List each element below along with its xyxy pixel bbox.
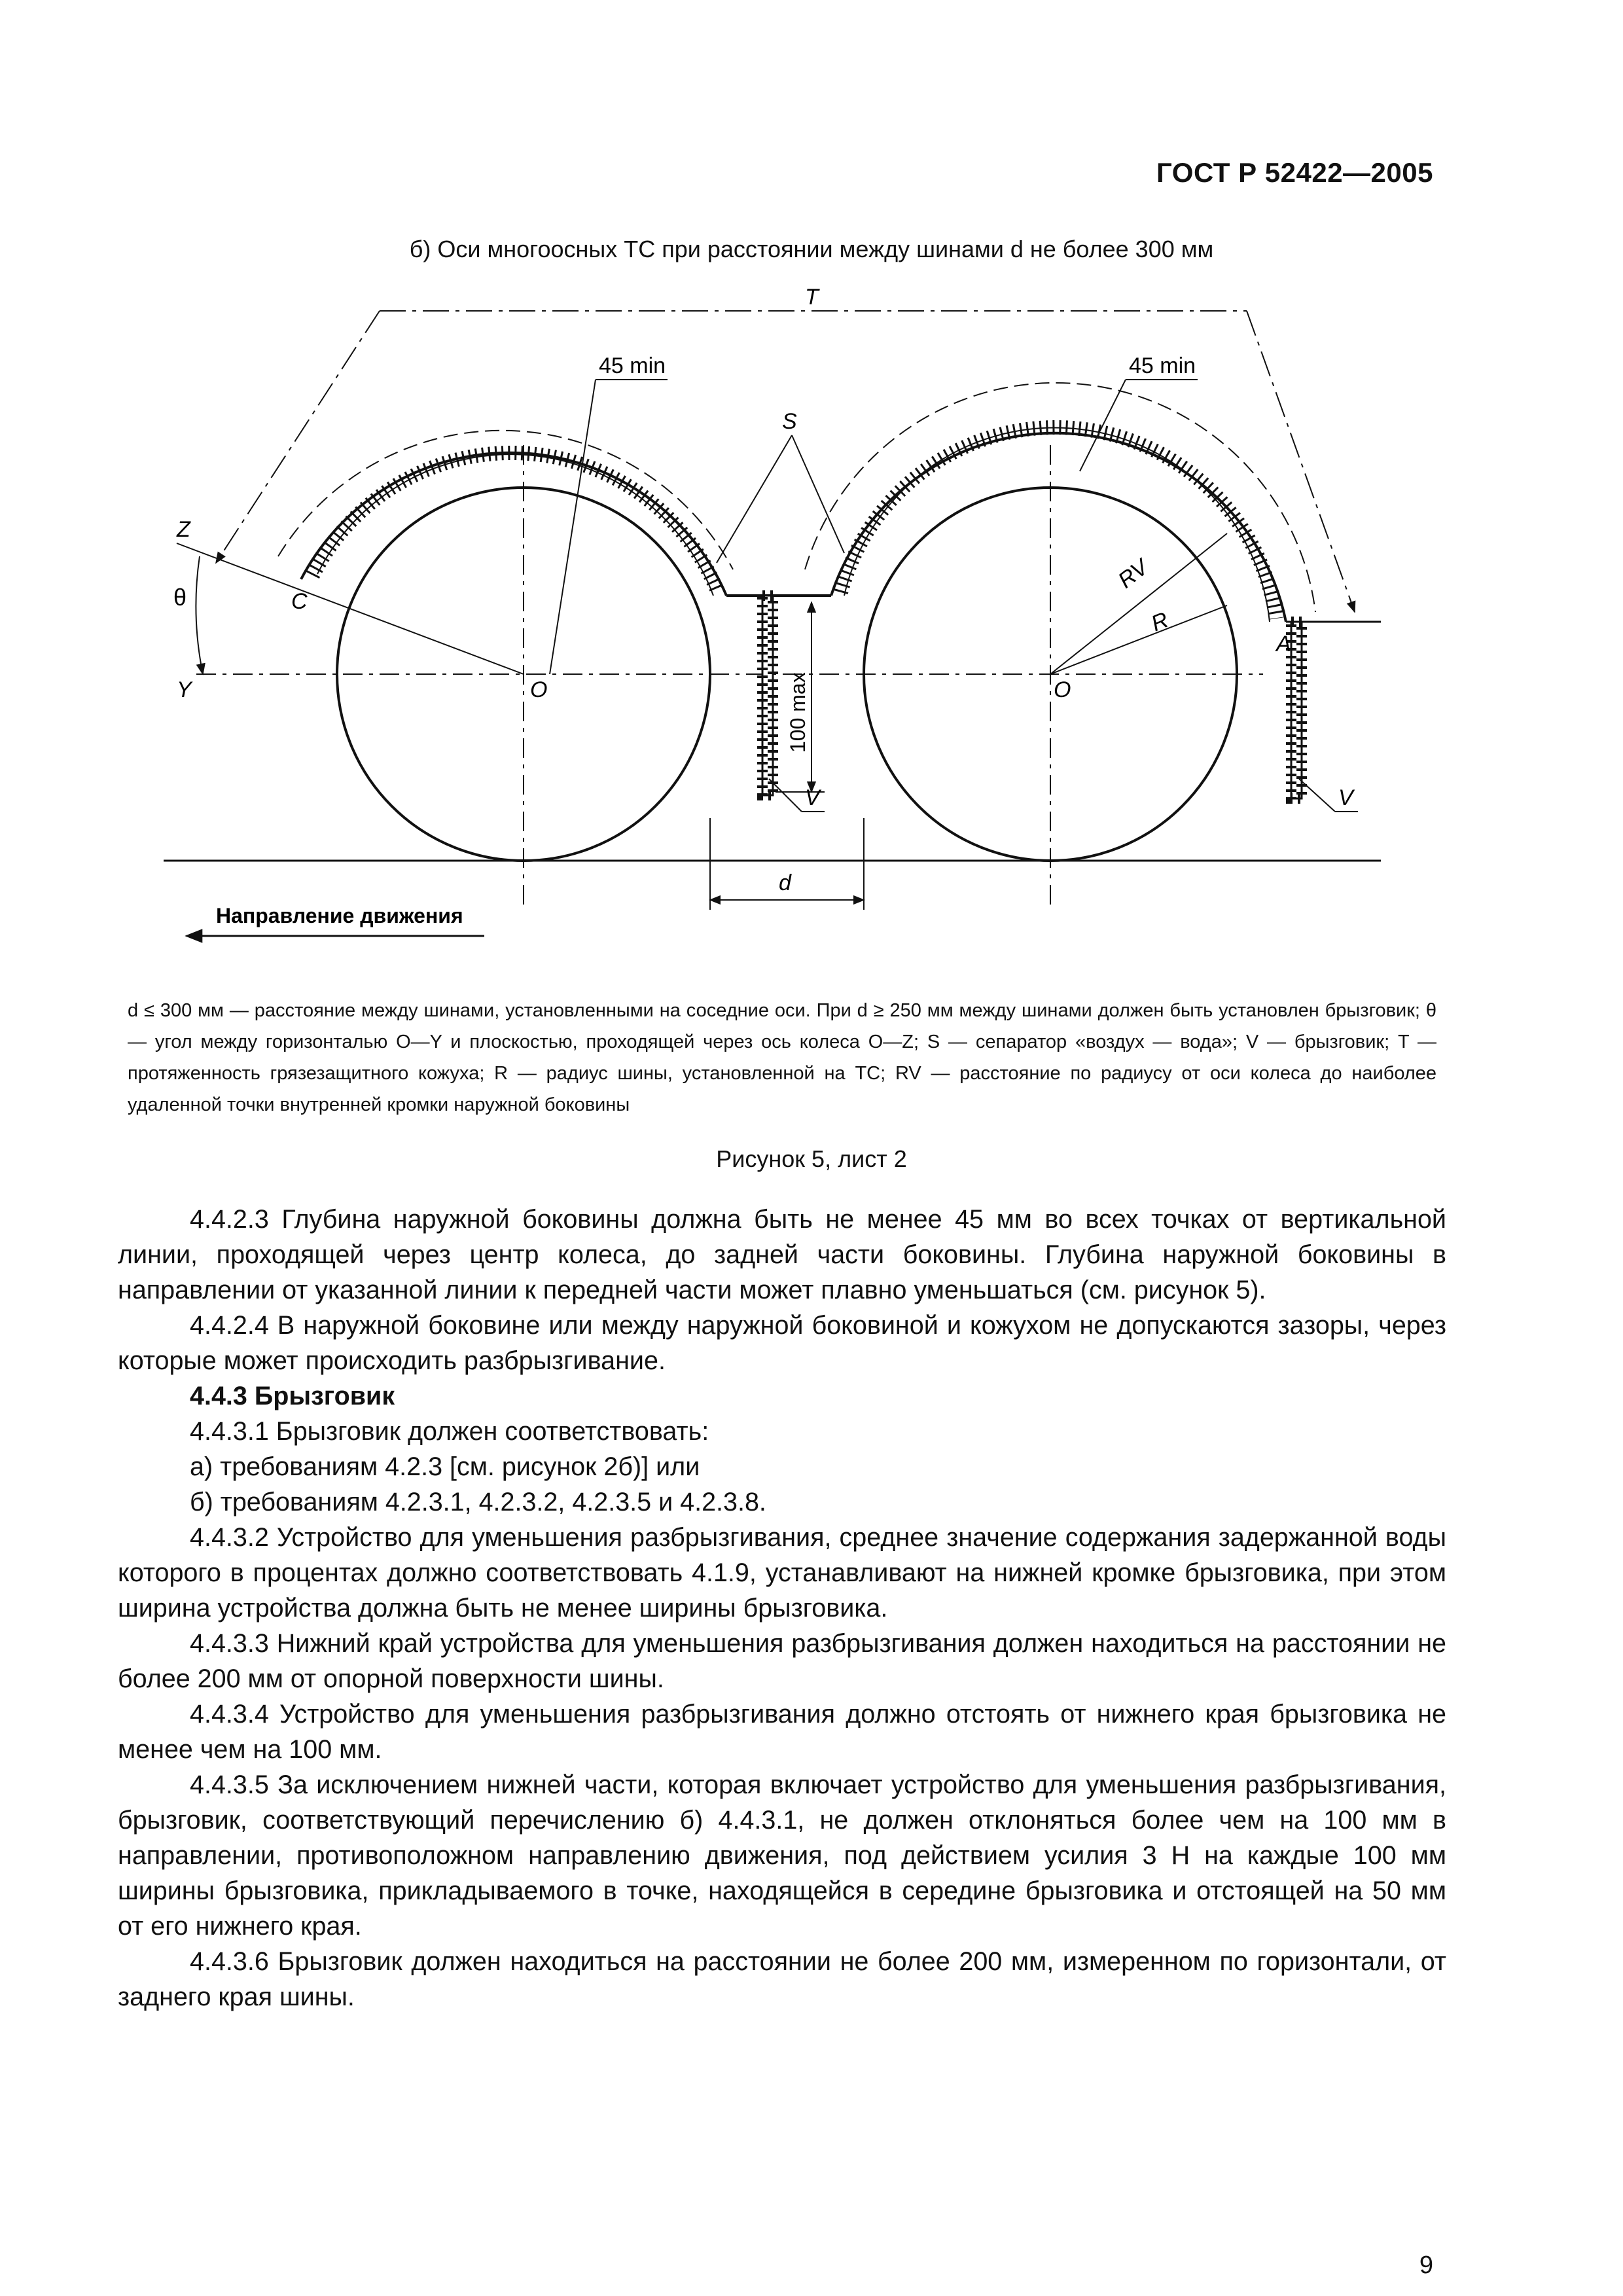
paragraph: 4.4.3.6 Брызговик должен находиться на расстоянии не более 200 мм, измеренном по горизонтали, от заднего края шины. <box>118 1947 1446 2011</box>
paragraph: 4.4.3.2 Устройство для уменьшения разбрызгивания, среднее значение содержания задержанной воды которого в процентах должно соответствовать 4.1.9, устанавливают на нижней кромке брызговика, при этом ширина устройства должна быть не менее ширины брызговика. <box>118 1523 1446 1623</box>
figure-note: d ≤ 300 мм — расстояние между шинами, установленными на соседние оси. При d ≥ 250 мм между шинами должен быть установлен брызговик; θ — угол между горизонталью O—Y и плоскостью, проходящей через ось колеса O—Z; S — сепаратор «воздух — вода»; V — брызговик; T — протяженность грязезащитного кожуха; R — радиус шины, установленной на ТС; RV — расстояние по радиусу от оси колеса до наиболее удаленной точки внутренней кромки наружной боковины <box>128 1000 1436 1115</box>
oz-line <box>177 543 524 674</box>
body-text <box>118 1202 1446 2015</box>
label-o-left: O <box>530 677 548 702</box>
left-fender-outer <box>317 454 713 596</box>
label-t: T <box>805 285 819 310</box>
label-r: R <box>1147 607 1172 637</box>
figure-title: Рисунок 5, лист 2 <box>716 1145 907 1172</box>
label-z: Z <box>177 517 190 542</box>
label-direction: Направление движения <box>216 904 463 927</box>
label-s: S <box>782 409 797 434</box>
label-c: C <box>291 589 308 614</box>
paragraph: б) требованиям 4.2.3.1, 4.2.3.2, 4.2.3.5 и 4.2.3.8. <box>190 1488 766 1516</box>
mudguard-diagram <box>151 281 1433 975</box>
right-fender-dashed-boundary <box>805 383 1315 612</box>
label-v-left: V <box>805 785 820 810</box>
label-rv: RV <box>1113 554 1153 594</box>
label-theta: θ <box>173 584 187 611</box>
paragraph: 4.4.2.3 Глубина наружной боковины должна быть не менее 45 мм во всех точках от вертикальной линии, проходящей через центр колеса, до задней части боковины. Глубина наружной боковины в направлении от указанной линии к передней части может плавно уменьшаться (см. рисунок 5). <box>118 1205 1446 1304</box>
label-o-right: O <box>1054 677 1071 702</box>
paragraph: 4.4.3.5 За исключением нижней части, которая включает устройство для уменьшения разбрызгивания, брызговик, соответствующий перечислению б) 4.4.3.1, не должен отклоняться более чем на 100 мм в направлении, противоположном направлению движения, под действием усилия 3 Н на каждые 100 мм ширины брызговика, прикладываемого в точке, находящейся в середине брызговика и отстоящей на 50 мм от его нижнего края. <box>118 1770 1446 1941</box>
figure-subcaption: б) Оси многоосных ТС при расстоянии между шинами d не более 300 мм <box>409 236 1214 262</box>
label-min-right: 45 min <box>1129 353 1196 378</box>
dim-t-right-leader <box>1247 311 1355 612</box>
right-fender-hatch <box>841 427 1276 619</box>
label-d: d <box>779 870 791 895</box>
s-leader-left <box>717 435 792 563</box>
paragraph: 4.4.3.1 Брызговик должен соответствовать: <box>190 1417 709 1446</box>
standard-number: ГОСТ Р 52422—2005 <box>1156 157 1433 188</box>
paragraph: 4.4.3.3 Нижний край устройства для уменьшения разбрызгивания должен находиться на расстоянии не более 200 мм от опорной поверхности шины. <box>118 1629 1446 1693</box>
r-line <box>1050 605 1227 674</box>
figure-notes <box>128 995 1436 1121</box>
label-100max: 100 max <box>786 672 810 753</box>
rv-line <box>1050 533 1227 674</box>
theta-arc <box>196 556 203 674</box>
label-a: A <box>1276 632 1291 656</box>
label-min-left: 45 min <box>599 353 666 378</box>
paragraph: 4.4.3.4 Устройство для уменьшения разбрызгивания должно отстоять от нижнего края брызговика не менее чем на 100 мм. <box>118 1700 1446 1764</box>
label-v-right: V <box>1338 785 1353 810</box>
page-number: 9 <box>1419 2251 1433 2279</box>
paragraph: 4.4.2.4 В наружной боковине или между наружной боковиной и кожухом не допускаются зазоры, через которые может происходить разбрызгивание. <box>118 1311 1446 1375</box>
left-fender-dashed-boundary <box>278 431 733 569</box>
left-fender-hatch <box>313 453 717 589</box>
s-leader-right <box>792 435 844 553</box>
label-y: Y <box>177 677 192 702</box>
right-fender-outer <box>844 428 1270 622</box>
paragraph: а) требованиям 4.2.3 [см. рисунок 2б)] или <box>190 1452 700 1481</box>
section-heading: 4.4.3 Брызговик <box>190 1382 395 1410</box>
diagram-svg <box>151 281 1433 975</box>
min-left-leader <box>550 380 596 674</box>
v-right-leader <box>1299 779 1335 812</box>
